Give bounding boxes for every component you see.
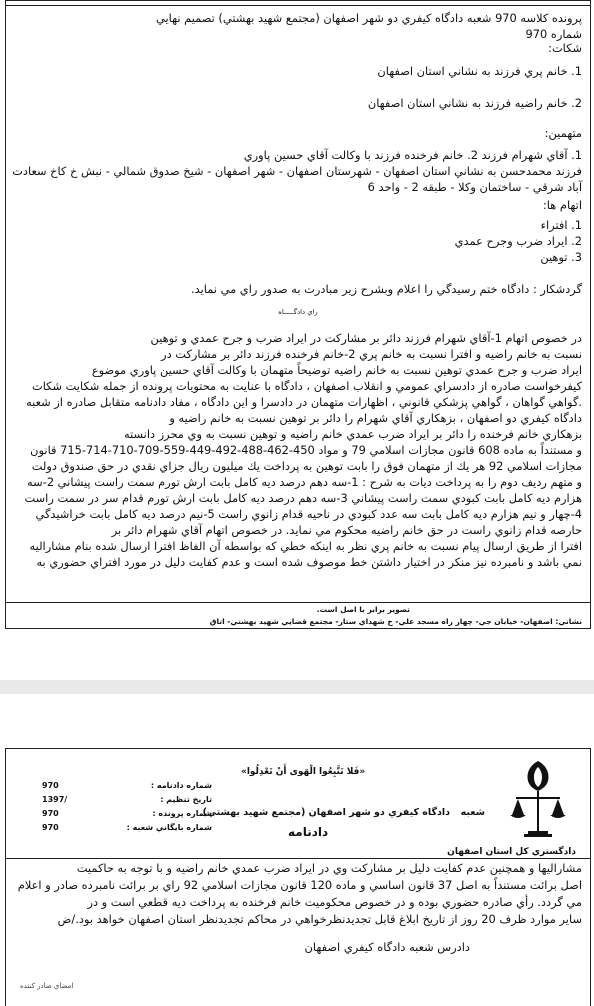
text-line: در خصوص اتهام 1-آقاي شهرام فرزند دائر بر مشاركت در ايراد ضرب و جرح عمدي و توهين <box>150 331 582 345</box>
text-line: و مستنداً به ماده 608 قانون مجازات اسلامي 79 و مواد 450-462-488-492-449-559-709-710-714-715 قانون <box>30 443 582 457</box>
text-line: 1. افتراء <box>540 218 582 232</box>
text-line: افترا از طريق ارسال پيام نسبت به خانم پري نظر به اينكه خطي كه بواسطه آن الفاظ افترا ارسال شده بنام مشاراليه <box>29 539 582 553</box>
meta-label: شماره پرونده : <box>152 809 212 818</box>
signature-note: امضاي صادر كننده <box>20 982 74 990</box>
meta-date <box>42 793 212 807</box>
header-rule <box>6 858 590 859</box>
meta-value: 970 <box>42 823 59 832</box>
text-line: شماره 970 <box>525 27 582 41</box>
text-line: ساير موارد ظرف 20 روز از تاريخ ابلاغ قابل تجديدنظرخواهي در محاكم تجديدنظر استان اصفهان خواهد بود./ض <box>57 912 582 926</box>
text-line: مجازات اسلامي 92 هر يك از متهمان فوق را بابت توهين به پرداخت يك ميليون ريال جزاي نقدي در حق صندوق دولت <box>31 459 582 473</box>
text-line: 2. ايراد ضرب وجرح عمدي <box>454 234 582 248</box>
footer-rule <box>6 602 590 603</box>
text-line: شكات: <box>548 41 582 55</box>
text-line: بزهكاري خانم فرخنده را دائر بر ايراد ضرب عمدي خانم راضيه و توهين نسبت به وي محرز دانسته <box>123 427 582 441</box>
bismillah-verse: «فَلا تَتَّبِعُوا الْهَوى أَنْ تَعْدِلُوا» <box>241 767 366 777</box>
meta-case-number <box>42 807 212 821</box>
meta-verdict-number <box>42 779 212 793</box>
text-line: كيفرخواست صادره از دادسراي عمومي و انقلاب اصفهان ، دادگاه با عنايت به محتويات پرونده از جمله شكايت شكات <box>31 379 582 393</box>
text-line: حارصه قدام زانوي راست در حق خانم راضيه محكوم مي نمايد. در خصوص اتهام آقاي شهرام دائر بر <box>111 523 582 537</box>
judiciary-name: دادگستري كل استان اصفهان <box>447 847 576 857</box>
text-line: اصل برائت مستنداً به اصل 37 قانون اساسي و ماده 120 قانون مجازات اسلامي 92 راي بر برائت نامبرده صادر و اعلام <box>17 878 582 892</box>
text-line: مشاراليها و همچنين عدم كفايت دليل بر مشاركت وي در ايراد ضرب عمدي خانم راضيه و با توجه به حاكميت <box>76 861 582 875</box>
meta-archive-number <box>42 821 212 835</box>
judge-signature-line: دادرس شعبه دادگاه كيفري اصفهان <box>304 940 470 954</box>
judiciary-emblem-icon <box>508 757 568 847</box>
section-heading: راي دادگـــــاه <box>278 308 318 316</box>
text-line: 1. خانم پري فرزند به نشاني استان اصفهان <box>377 64 582 78</box>
text-line: هزارم ديه كامل بابت كبودي سمت راست پيشاني 3-سه دهم درصد ديه كامل بابت ارش تورم قدام سر در سمت راست <box>24 491 582 505</box>
text-line: نسبت به خانم راضيه و افترا نسبت به خانم پري 2-خانم فرخنده فرزند دائر بر مشاركت در <box>161 347 582 361</box>
meta-value: 1397/ <box>42 795 68 804</box>
text-line: متهمين: <box>544 126 582 140</box>
page-separator <box>0 680 594 694</box>
text-line: دادگاه كيفري دو اصفهان ، بزهكاري آقاي شهرام را دائر بر توهين نسبت به خانم راضيه و <box>169 411 582 425</box>
copy-note: تصوير برابر با اصل است. <box>316 605 410 614</box>
meta-label: شماره دادنامه : <box>150 781 212 790</box>
text-line: و متهم رديف دوم را به پرداخت ديات به شرح : 1-سه دهم درصد ديه كامل بابت ارش تورم سمت راست پيشاني 2-سه <box>27 475 582 489</box>
text-line: .گواهي گواهان ، گواهي پزشكي قانوني ، اظهارات متهمان در دادسرا و اين دادگاه ، مفاد دادنامه متقابل صادره از شعبه <box>26 395 582 409</box>
court-title: دادگاه كيفري دو شهر اصفهان (مجتمع شهيد بهشتي) <box>202 807 450 818</box>
meta-label: تاريخ تنظيم : <box>160 795 212 804</box>
text-line: فرزند محمدحسن به نشاني استان اصفهان - شهرستان اصفهان - شهر اصفهان - شيخ صدوق شمالي - نبش خ كاخ سعادت <box>12 164 582 178</box>
text-line: اتهام ها: <box>542 198 582 212</box>
text-line: مي گردد. رأي صادره حضوري بوده و در خصوص محكوميت خانم فرخنده به پرداخت ديه قطعي است و در <box>87 895 582 909</box>
text-line: نمي باشد و نامبرده نيز منكر در اختيار داشتن خط موصوف شده است و عدم كفايت دليل در مورد افتراي حضوري به <box>36 555 582 569</box>
text-line: ايراد ضرب و جرح عمدي توهين نسبت به خانم راضيه توضيحاً متهمان با وكالت آقاي حسين پاوري موضوع <box>91 363 582 377</box>
text-line: 1. آقاي شهرام فرزند 2. خانم فرخنده فرزند با وكالت آقاي حسين پاوري <box>243 148 582 162</box>
page-top-strip <box>6 1 590 6</box>
meta-value: 970 <box>42 809 59 818</box>
text-line: 2. خانم راضيه فرزند به نشاني استان اصفهان <box>367 96 582 110</box>
text-line: 4-چهار و نيم هزارم ديه كامل بابت سه عدد كبودي در ناحيه قدام زانوي راست 5-نيم درصد ديه كامل بابت خراشيدگي <box>35 507 582 521</box>
meta-label: شماره بايگاني شعبه : <box>126 823 212 832</box>
text-line: آباد شرقي - ساختمان وكلا - طبقه 2 - واحد 6 <box>367 180 582 194</box>
branch-label: شعبه <box>460 807 485 818</box>
text-line: 3. توهين <box>540 250 582 264</box>
meta-value: 970 <box>42 781 59 790</box>
verdict-title: دادنامه <box>288 825 329 839</box>
text-line: پرونده كلاسه 970 شعبه دادگاه كيفري دو شهر اصفهان (مجتمع شهيد بهشتي) تصميم نهايي <box>155 11 582 25</box>
text-line: گردشكار : دادگاه ختم رسيدگي را اعلام وبشرح زير مبادرت به صدور راي مي نمايد. <box>190 282 582 296</box>
footer-address: نشاني: اصفهان- خيابان جي- چهار راه مسجد علي- خ شهداي ستار- مجتمع قضايي شهيد بهشتي- اتاق <box>209 617 582 626</box>
document-page-2 <box>5 748 591 1006</box>
document-page-1 <box>5 0 591 629</box>
case-meta <box>42 779 212 835</box>
